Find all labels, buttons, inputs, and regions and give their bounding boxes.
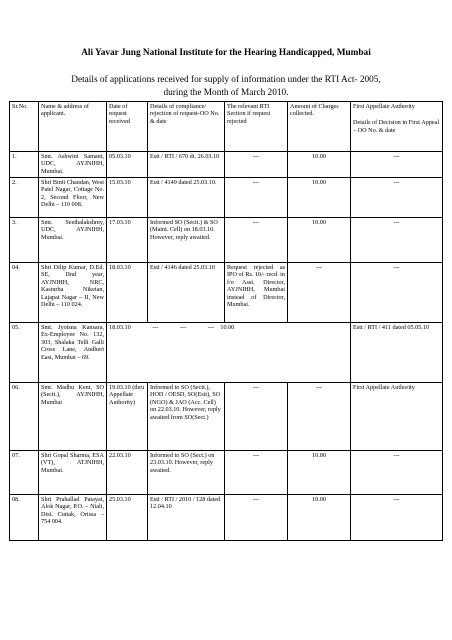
cell-name: Shri Prahallad Patayat, Alok Nagar, P.O. – Niali, Dist. Cuttak, Orissa – 754 004. xyxy=(39,495,107,541)
cell-compliance: Informed to SO (Sect.) on 23.03.10. However, reply awaited. xyxy=(148,451,225,495)
cell-appellate: --- xyxy=(351,178,443,218)
cell-date: 22.03.10 xyxy=(107,451,148,495)
rti-applications-table xyxy=(9,101,443,541)
cell-amount: 10.00 xyxy=(288,152,351,178)
cell-section: --- xyxy=(225,152,288,178)
header-compliance: Details of compliance/ rejection of request-OO No. & date xyxy=(148,102,225,152)
cell-srno: 05. xyxy=(10,323,39,383)
cell-name: Shri Gopal Sharma, ESA (VT), ATJNIHH, Mumbai. xyxy=(39,451,107,495)
table-header-row xyxy=(10,102,443,152)
cell-compliance: Estt / RTI / 2010 / 128 dated 12.04.10 xyxy=(148,495,225,541)
document-subtitle: Details of applications received for supply of information under the RTI Act- 2005, during the Month of March 2010. xyxy=(71,75,381,98)
header-date: Date of request received xyxy=(107,102,148,152)
cell-srno: 1. xyxy=(10,152,39,178)
cell-amount: --- xyxy=(288,263,351,323)
cell-compliance: Estt / 4146 dated 25.03.10 xyxy=(148,263,225,323)
cell-amount: 10.00 xyxy=(288,451,351,495)
table-row xyxy=(10,263,443,323)
cell-section: --- xyxy=(225,495,288,541)
cell-amount: --- xyxy=(288,383,351,451)
cell-section: --- xyxy=(225,218,288,263)
cell-section: Request rejected as IPO of Rs. 10/- recd. in f/o Asst. Director, AYJNIHH, Mumbai instead of Director, Mumbai. xyxy=(225,263,288,323)
cell-name: Shri Dilip Kumar, D.Ed. SE, IInd year, AYJNIHH, NRC, Kasturba Niketan, Lajapat Nagar – II, New Delhi – 110 024. xyxy=(39,263,107,323)
cell-amount: 10.00 xyxy=(288,218,351,263)
cell-date: 17.03.10 xyxy=(107,218,148,263)
cell-srno: 08. xyxy=(10,495,39,541)
cell-srno: 2. xyxy=(10,178,39,218)
document-title: Ali Yavar Jung National Institute for the Hearing Handicapped, Mumbai xyxy=(81,48,371,58)
header-appellate xyxy=(351,102,443,152)
cell-appellate: First Appellate Authority xyxy=(351,383,443,451)
cell-date: 05.03.10 xyxy=(107,152,148,178)
cell-appellate: --- xyxy=(351,495,443,541)
cell-compliance: Informed SO (Sectt.) & SO (Maint. Cell) on 18.03.10. However, reply awaited. xyxy=(148,218,225,263)
header-appellate-title: First Appellate Authority xyxy=(353,103,415,110)
cell-appellate: --- xyxy=(351,451,443,495)
table-row xyxy=(10,152,443,178)
cell-date: 15.03.10 xyxy=(107,178,148,218)
cell-date: 25.03.10 xyxy=(107,495,148,541)
cell-name: Smt. Seethalakshmy, UDC, AYJNIHH, Mumbai. xyxy=(39,218,107,263)
table-row xyxy=(10,218,443,263)
cell-appellate: --- xyxy=(351,218,443,263)
table-row xyxy=(10,323,443,383)
cell-spanned-values: 18.03.10 --- --- --- 10.00 xyxy=(107,323,351,383)
cell-name: Smt. Jyotsna Kansara, Ex-Employee No. 132, 303, Shalaka Telli Galli Cross Lane, Andheri East, Mumbai – 69. xyxy=(39,323,107,383)
header-appellate-sub: Details of Decision in First Appeal – OO No. & date xyxy=(353,119,440,134)
header-srno: Sr.No. xyxy=(10,102,39,152)
cell-name: Smt. Ashwini Samant, UDC, AYJNIHH, Mumbai. xyxy=(39,152,107,178)
cell-section: --- xyxy=(225,383,288,451)
cell-srno: 3. xyxy=(10,218,39,263)
cell-srno: 07. xyxy=(10,451,39,495)
header-amount: Amount of Charges collected. xyxy=(288,102,351,152)
cell-date: 18.03.10 xyxy=(107,263,148,323)
cell-appellate: Estt / RTI / 411 dated 05.05.10 xyxy=(351,323,443,383)
cell-compliance: Estt / RTI / 670 dt. 26.03.10 xyxy=(148,152,225,178)
cell-compliance: Estt / 4149 dated 25.03.10. xyxy=(148,178,225,218)
cell-section: --- xyxy=(225,178,288,218)
cell-amount: 10.00 xyxy=(288,495,351,541)
cell-name: Smt. Madhu Kent, SO (Sectt.), AYJNIHH, Mumbai xyxy=(39,383,107,451)
header-section: The relevant RTI Section if request rejected xyxy=(225,102,288,152)
cell-appellate: --- xyxy=(351,152,443,178)
table-row xyxy=(10,178,443,218)
table-row xyxy=(10,383,443,451)
cell-name: Shri Binit Chandan, West Patel Nagar, Cottage No. 2, Second Floor, New Delhi – 110 008. xyxy=(39,178,107,218)
table-row xyxy=(10,451,443,495)
cell-section: --- xyxy=(225,451,288,495)
cell-date: 19.03.10 (thru Appellate Authority) xyxy=(107,383,148,451)
table-row xyxy=(10,495,443,541)
cell-compliance: Informed to SO (Sectt.), HOD / OESD, SO(Estt), SO (NGO) & JAO (Acc. Cell) on 22.03.10. However, reply awaited from SO(Sect.) xyxy=(148,383,225,451)
cell-appellate: --- xyxy=(351,263,443,323)
cell-srno: 04. xyxy=(10,263,39,323)
cell-amount: 10.00 xyxy=(288,178,351,218)
cell-srno: 06. xyxy=(10,383,39,451)
header-name: Name & address of applicant. xyxy=(39,102,107,152)
